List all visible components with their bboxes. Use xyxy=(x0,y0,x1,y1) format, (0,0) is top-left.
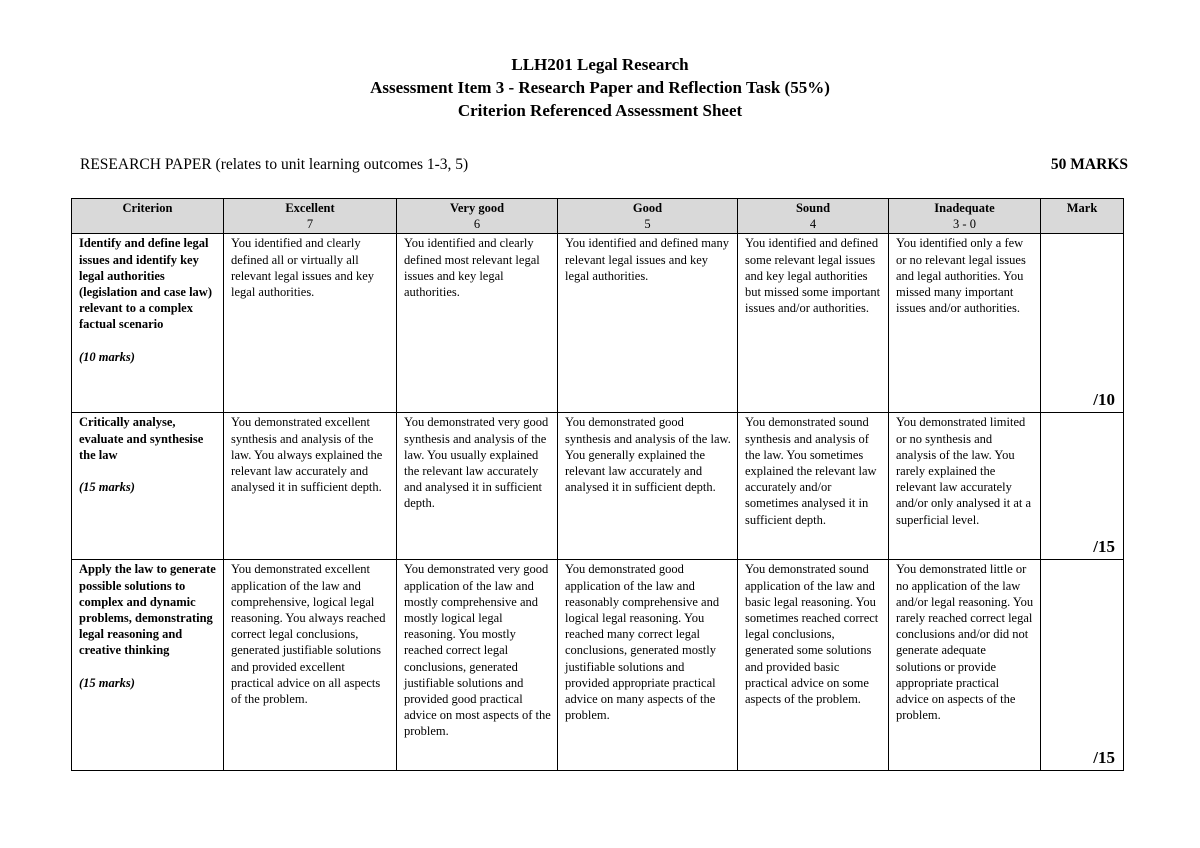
descriptor-inadequate: You demonstrated limited or no synthesis and analysis of the law. You rarely explained the relevant law accurately and/or only analysed it at a superficial level. xyxy=(889,413,1041,560)
sheet-title: Criterion Referenced Assessment Sheet xyxy=(457,101,743,120)
section-label-note: (relates to unit learning outcomes 1-3, 5) xyxy=(211,156,469,173)
descriptor-sound: You identified and defined some relevant legal issues and key legal authorities but missed some important issues and/or authorities. xyxy=(738,234,889,413)
criterion-text: Critically analyse, evaluate and synthesise the law xyxy=(79,415,204,462)
table-row xyxy=(72,560,1124,771)
header-score: 3 - 0 xyxy=(953,217,976,232)
criterion-text: Identify and define legal issues and identify key legal authorities (legislation and case law) relevant to a complex factual scenario xyxy=(79,236,212,332)
table-row xyxy=(72,234,1124,413)
criterion-marks: (10 marks) xyxy=(79,349,135,364)
header-score: 6 xyxy=(473,217,481,232)
descriptor-very-good: You demonstrated very good application of the law and mostly comprehensive and mostly logical legal reasoning. You mostly reached correct legal conclusions, generated justifiable solutions and provided good practical advice on most aspects of the problem. xyxy=(397,560,558,771)
descriptor-very-good: You demonstrated very good synthesis and analysis of the law. You usually explained the relevant law accurately and analysed it in sufficient depth. xyxy=(397,413,558,560)
header-mark xyxy=(1041,199,1124,234)
section-heading xyxy=(80,156,1128,174)
mark-cell xyxy=(1041,234,1124,413)
header-label: Mark xyxy=(1066,201,1098,215)
header-score: 5 xyxy=(644,217,651,232)
unit-title: LLH201 Legal Research xyxy=(511,55,689,74)
descriptor-very-good: You identified and clearly defined most relevant legal issues and key legal authorities. xyxy=(397,234,558,413)
header-sound xyxy=(738,199,889,234)
descriptor-excellent: You demonstrated excellent application of the law and comprehensive, logical legal reasoning. You always reached correct legal conclusions, generated justifiable solutions and provided excellent practical advice on all aspects of the problem. xyxy=(224,560,397,771)
section-label xyxy=(80,156,468,174)
header-excellent xyxy=(224,199,397,234)
header-label: Inadequate xyxy=(934,201,995,215)
header-good xyxy=(558,199,738,234)
header-label: Excellent xyxy=(285,201,335,215)
header-label: Criterion xyxy=(122,201,173,215)
header-criterion xyxy=(72,199,224,234)
section-label-bold: RESEARCH PAPER xyxy=(80,156,212,173)
table-row xyxy=(72,413,1124,560)
header-very-good xyxy=(397,199,558,234)
header-score: 7 xyxy=(306,217,314,232)
document-title-block xyxy=(0,53,1200,122)
criterion-text: Apply the law to generate possible solutions to complex and dynamic problems, demonstrating legal reasoning and creative thinking xyxy=(79,562,216,658)
descriptor-good: You identified and defined many relevant legal issues and key legal authorities. xyxy=(558,234,738,413)
criterion-cell xyxy=(72,413,224,560)
header-label: Good xyxy=(632,201,663,215)
descriptor-sound: You demonstrated sound application of the law and basic legal reasoning. You sometimes reached correct legal conclusions, generated some solutions and provided basic practical advice on some aspects of the problem. xyxy=(738,560,889,771)
assessment-rubric-table xyxy=(71,198,1124,771)
descriptor-excellent: You demonstrated excellent synthesis and analysis of the law. You always explained the relevant law accurately and analysed it in sufficient depth. xyxy=(224,413,397,560)
descriptor-sound: You demonstrated sound synthesis and analysis of the law. You sometimes explained the relevant law accurately and/or sometimes analysed it in sufficient depth. xyxy=(738,413,889,560)
descriptor-inadequate: You demonstrated little or no application of the law and/or legal reasoning. You rarely reached correct legal conclusions and/or did not generate adequate solutions or provide appropriate practical advice on aspects of the problem. xyxy=(889,560,1041,771)
descriptor-inadequate: You identified only a few or no relevant legal issues and legal authorities. You missed many important issues and/or authorities. xyxy=(889,234,1041,413)
mark-value: /15 xyxy=(1093,537,1115,557)
header-score: 4 xyxy=(809,217,817,232)
header-inadequate xyxy=(889,199,1041,234)
assessment-title: Assessment Item 3 - Research Paper and Reflection Task (55%) xyxy=(370,78,830,97)
descriptor-good: You demonstrated good application of the law and reasonably comprehensive and logical legal reasoning. You reached many correct legal conclusions, generated mostly justifiable solutions and provided appropriate practical advice on many aspects of the problem. xyxy=(558,560,738,771)
total-marks: 50 MARKS xyxy=(1050,156,1128,173)
table-header-row xyxy=(72,199,1124,234)
header-label: Very good xyxy=(449,201,505,215)
mark-cell xyxy=(1041,560,1124,771)
criterion-cell xyxy=(72,560,224,771)
criterion-marks: (15 marks) xyxy=(79,480,135,495)
mark-value: /10 xyxy=(1093,390,1115,410)
mark-cell xyxy=(1041,413,1124,560)
criterion-cell xyxy=(72,234,224,413)
header-label: Sound xyxy=(795,201,831,215)
mark-value: /15 xyxy=(1093,748,1115,768)
criterion-marks: (15 marks) xyxy=(79,675,135,690)
descriptor-good: You demonstrated good synthesis and analysis of the law. You generally explained the relevant law accurately and analysed it in sufficient depth. xyxy=(558,413,738,560)
descriptor-excellent: You identified and clearly defined all or virtually all relevant legal issues and key legal authorities. xyxy=(224,234,397,413)
